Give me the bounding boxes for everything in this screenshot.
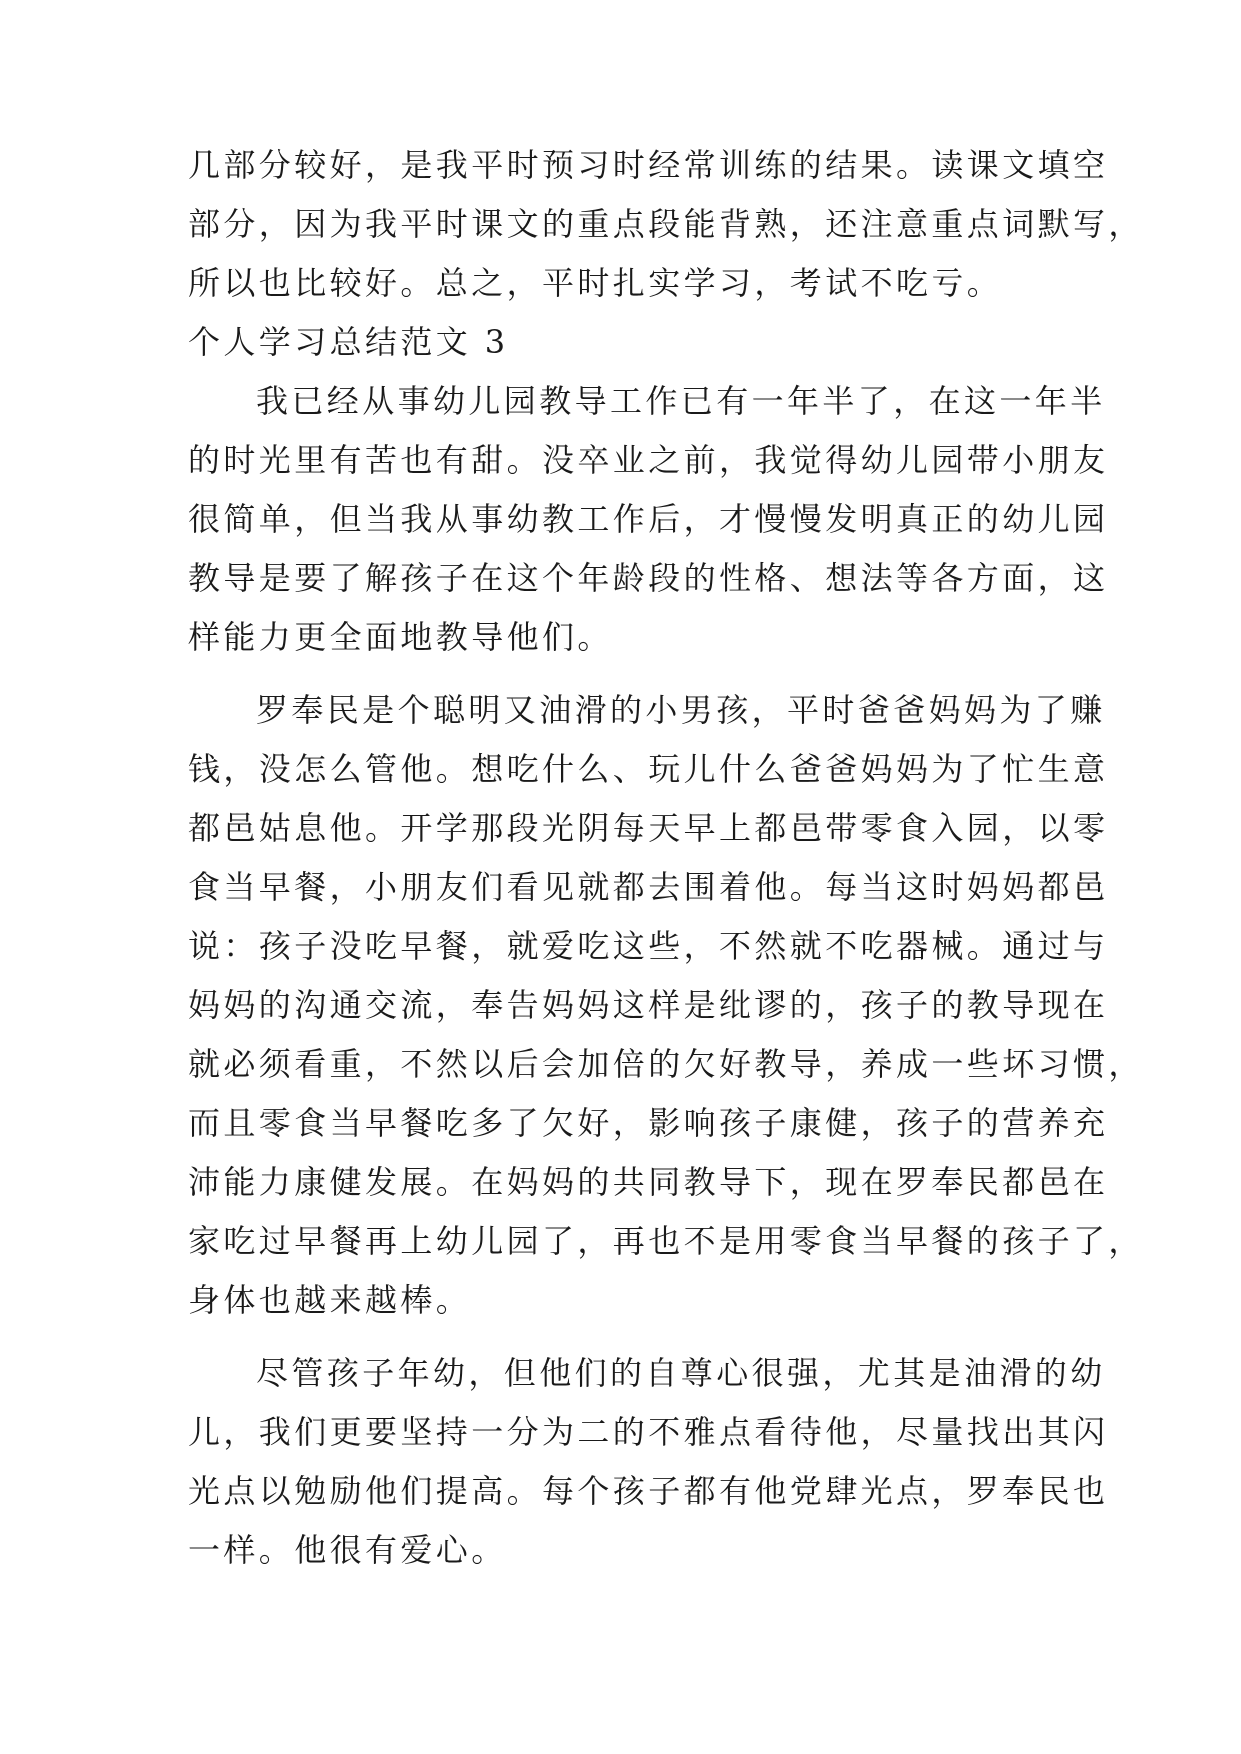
paragraph-line: 儿，我们更要坚持一分为二的不雅点看待他，尽量找出其闪 xyxy=(188,1413,1109,1451)
intro-line: 部分，因为我平时课文的重点段能背熟，还注意重点词默写， xyxy=(188,205,1144,243)
paragraph-line: 家吃过早餐再上幼儿园了，再也不是用零食当早餐的孩子了， xyxy=(188,1222,1144,1260)
paragraph-line: 样能力更全面地教导他们。 xyxy=(188,618,613,656)
paragraph-line: 说：孩子没吃早餐，就爱吃这些，不然就不吃器械。通过与 xyxy=(188,927,1109,965)
section-title: 个人学习总结范文 3 xyxy=(188,323,509,361)
paragraph-line: 我已经从事幼儿园教导工作已有一年半了，在这一年半 xyxy=(256,382,1106,420)
paragraph-line: 光点以勉励他们提高。每个孩子都有他党肆光点，罗奉民也 xyxy=(188,1472,1109,1510)
intro-line: 几部分较好，是我平时预习时经常训练的结果。读课文填空 xyxy=(188,146,1109,184)
paragraph-line: 的时光里有苦也有甜。没卒业之前，我觉得幼儿园带小朋友 xyxy=(188,441,1109,479)
paragraph-1 xyxy=(188,372,1109,667)
paragraph-line: 罗奉民是个聪明又油滑的小男孩，平时爸爸妈妈为了赚 xyxy=(256,691,1106,729)
paragraph-line: 一样。他很有爱心。 xyxy=(188,1531,507,1569)
paragraph-line: 钱，没怎么管他。想吃什么、玩儿什么爸爸妈妈为了忙生意 xyxy=(188,750,1109,788)
paragraph-2 xyxy=(188,681,1144,1330)
paragraph-line: 妈妈的沟通交流，奉告妈妈这样是纰谬的，孩子的教导现在 xyxy=(188,986,1109,1024)
paragraph-line: 食当早餐，小朋友们看见就都去围着他。每当这时妈妈都邑 xyxy=(188,868,1109,906)
paragraph-line: 沛能力康健发展。在妈妈的共同教导下，现在罗奉民都邑在 xyxy=(188,1163,1109,1201)
paragraph-3 xyxy=(188,1344,1109,1580)
paragraph-line: 尽管孩子年幼，但他们的自尊心很强，尤其是油滑的幼 xyxy=(256,1354,1106,1392)
paragraph-gap xyxy=(188,667,1050,681)
paragraph-line: 很简单，但当我从事幼教工作后，才慢慢发明真正的幼儿园 xyxy=(188,500,1109,538)
paragraph-gap xyxy=(188,1330,1050,1344)
paragraph-line: 都邑姑息他。开学那段光阴每天早上都邑带零食入园，以零 xyxy=(188,809,1109,847)
document-body xyxy=(188,136,1144,1580)
intro-line: 所以也比较好。总之，平时扎实学习，考试不吃亏。 xyxy=(188,264,1003,302)
paragraph-line: 身体也越来越棒。 xyxy=(188,1281,472,1319)
paragraph-line: 就必须看重，不然以后会加倍的欠好教导，养成一些坏习惯， xyxy=(188,1045,1144,1083)
paragraph-line: 而且零食当早餐吃多了欠好，影响孩子康健，孩子的营养充 xyxy=(188,1104,1109,1142)
paragraph-line: 教导是要了解孩子在这个年龄段的性格、想法等各方面，这 xyxy=(188,559,1109,597)
